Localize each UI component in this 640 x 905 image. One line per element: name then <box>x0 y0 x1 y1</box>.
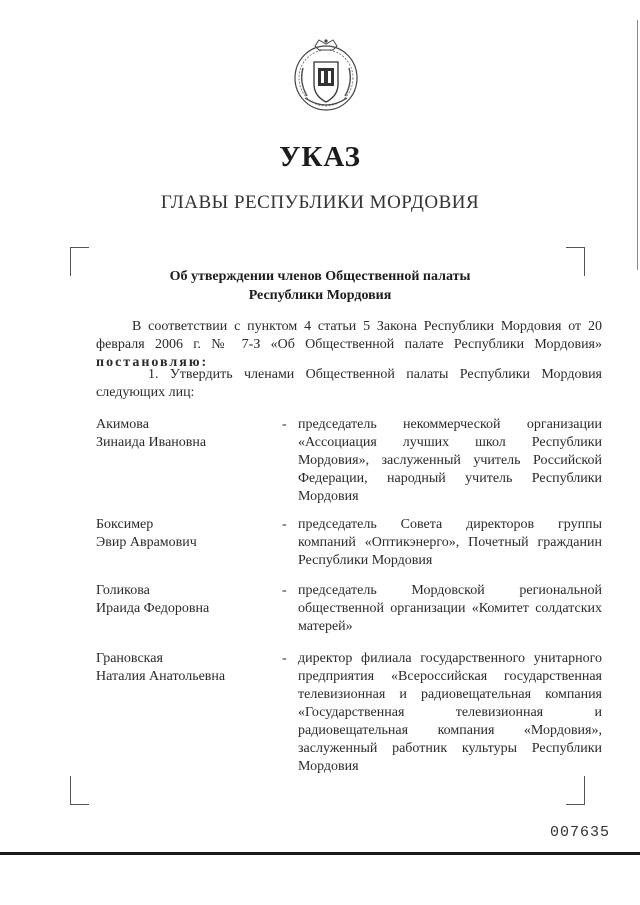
corner-mark-bottom-left <box>70 776 89 805</box>
preamble-text: В соответствии с пунктом 4 статьи 5 Закона Республики Мордовия от 20 февраля 2006 г. № 7-З «Об Общественной палате Республики Мордовия» <box>96 319 602 352</box>
corner-mark-bottom-right <box>566 776 585 805</box>
preamble-paragraph <box>96 318 602 372</box>
document-subtitle: ГЛАВЫ РЕСПУБЛИКИ МОРДОВИЯ <box>160 192 480 213</box>
bottom-rule <box>0 852 640 855</box>
member-surname: Голикова <box>96 583 150 598</box>
member-given-names: Ираида Федоровна <box>96 601 210 616</box>
member-name <box>96 416 276 452</box>
member-dash: - <box>282 651 287 666</box>
member-dash: - <box>282 517 287 532</box>
page-number: 007635 <box>549 824 610 841</box>
member-name <box>96 582 276 618</box>
decree-heading <box>0 267 640 305</box>
member-description: председатель Мордовской региональной общественной организации «Комитет солдатских матерей» <box>298 583 602 634</box>
member-surname: Боксимер <box>96 517 154 532</box>
member-given-names: Наталия Анатольевна <box>96 669 226 684</box>
document-title: УКАЗ <box>279 141 361 173</box>
member-description: председатель Совета директоров группы компаний «Оптикэнерго», Почетный гражданин Республики Мордовия <box>298 517 602 568</box>
heading-line-1: Об утверждении членов Общественной палаты <box>169 269 471 284</box>
member-description: директор филиала государственного унитарного предприятия «Всероссийская государственная телевизионная и радиовещательная компания «Государственная телевизионная и радиовещательная компания «Мордовия», заслуженный работник культуры Республики Мордовия <box>298 651 602 774</box>
member-given-names: Зинаида Ивановна <box>96 435 207 450</box>
member-name <box>96 650 276 686</box>
decree-keyword: постановляю: <box>96 355 209 370</box>
member-description: председатель некоммерческой организации «Ассоциация лучших школ Республики Мордовия», заслуженный учитель Российской Федерации, народный учитель Республики Мордовия <box>298 417 602 504</box>
member-dash: - <box>282 417 287 432</box>
clause-1-paragraph: 1. Утвердить членами Общественной палаты Республики Мордовия следующих лиц: <box>96 367 602 400</box>
member-given-names: Эвир Аврамович <box>96 535 197 550</box>
heading-line-2: Республики Мордовия <box>248 288 392 303</box>
member-surname: Грановская <box>96 651 163 666</box>
coat-of-arms-emblem <box>293 38 359 112</box>
scan-edge-line <box>637 20 638 270</box>
member-surname: Акимова <box>96 417 149 432</box>
member-name <box>96 516 276 552</box>
member-dash: - <box>282 583 287 598</box>
